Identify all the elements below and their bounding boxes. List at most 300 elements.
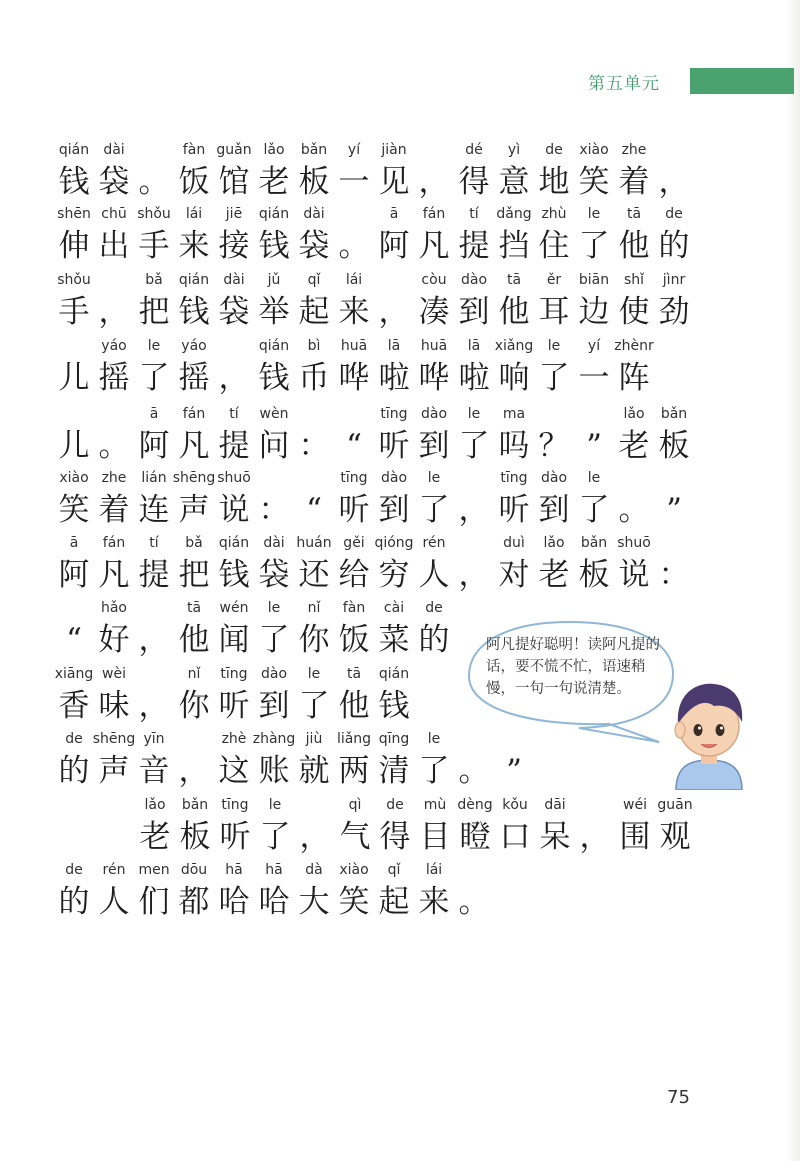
pinyin: bǎn (580, 535, 608, 551)
hanzi-character: 凡 (98, 557, 130, 593)
hanzi-character: 哗 (418, 360, 450, 396)
hanzi-character: “ (66, 622, 82, 658)
pinyin: lǎo (144, 797, 166, 813)
hanzi-character: 音 (138, 753, 170, 789)
hanzi-character: 说 (618, 557, 650, 593)
hanzi-character: 听 (338, 492, 370, 528)
pinyin: gěi (343, 535, 365, 551)
pinyin: tīng (220, 666, 248, 682)
pinyin: xiǎng (494, 338, 534, 354)
pinyin: tīng (380, 406, 408, 422)
hanzi-character: 了 (259, 819, 291, 855)
pinyin: wén (219, 600, 249, 616)
pinyin: huā (420, 338, 448, 354)
hanzi-character: 把 (138, 294, 170, 330)
hanzi-character: 。 (618, 492, 650, 528)
text-line (0, 206, 700, 272)
pinyin: lái (185, 206, 203, 222)
pinyin: yīn (143, 731, 165, 747)
hanzi-character: ， (178, 753, 210, 789)
pinyin: dào (540, 470, 568, 486)
page-edge (786, 0, 800, 1161)
pinyin: yí (587, 338, 601, 354)
pinyin: dài (263, 535, 285, 551)
pinyin: mù (423, 797, 447, 813)
pinyin: tā (346, 666, 362, 682)
pinyin: le (587, 470, 601, 486)
unit-label: 第五单元 (588, 74, 660, 94)
pinyin: bǎn (660, 406, 688, 422)
hanzi-character: 钱 (218, 557, 250, 593)
pinyin: le (587, 206, 601, 222)
text-line (0, 535, 700, 601)
hanzi-character: 账 (258, 753, 290, 789)
pinyin: qián (258, 338, 290, 354)
hanzi-character: 一 (338, 164, 370, 200)
hanzi-character: “ (306, 492, 322, 528)
pinyin: lǎo (623, 406, 645, 422)
hanzi-character: 住 (538, 228, 570, 264)
hanzi-character: 人 (418, 557, 450, 593)
hanzi-character: 阿 (58, 557, 90, 593)
hanzi-character: 围 (619, 819, 651, 855)
pinyin: dào (460, 272, 488, 288)
pinyin: wéi (623, 797, 647, 813)
pinyin: yáo (101, 338, 127, 354)
pinyin: de (65, 862, 83, 878)
speech-bubble-text: 阿凡提好聪明！读阿凡提的话，要不慌不忙，语速稍慢，一句一句说清楚。 (486, 637, 660, 697)
hanzi-character: ， (299, 819, 331, 855)
hanzi-character: 板 (179, 819, 211, 855)
hanzi-character: 的 (58, 884, 90, 920)
hanzi-character: 手 (58, 294, 90, 330)
pinyin: lǎo (543, 535, 565, 551)
hanzi-character: ” (506, 753, 522, 789)
hanzi-character: ？ (538, 428, 570, 464)
hanzi-character: 袋 (258, 557, 290, 593)
pinyin: yáo (181, 338, 207, 354)
pinyin: chū (101, 206, 127, 222)
hanzi-character: 饭 (338, 622, 370, 658)
hanzi-character: 目 (419, 819, 451, 855)
pinyin: dà (305, 862, 323, 878)
hanzi-character: 饭 (178, 164, 210, 200)
pinyin: lái (345, 272, 363, 288)
hanzi-character: 对 (498, 557, 530, 593)
hanzi-character: 。 (458, 884, 490, 920)
hanzi-character: 馆 (218, 164, 250, 200)
hanzi-character: 袋 (298, 228, 330, 264)
hanzi-character: 给 (338, 557, 370, 593)
pinyin: ā (389, 206, 399, 222)
hanzi-character: 的 (58, 753, 90, 789)
pinyin: fán (182, 406, 206, 422)
pinyin: qì (348, 797, 362, 813)
pinyin: le (427, 731, 441, 747)
hanzi-character: 钱 (178, 294, 210, 330)
pinyin: ma (502, 406, 526, 422)
hanzi-character: 币 (298, 360, 330, 396)
hanzi-character: ” (666, 492, 682, 528)
pinyin: lǎo (263, 142, 285, 158)
hanzi-character: 的 (418, 622, 450, 658)
pinyin: hā (265, 862, 283, 878)
hanzi-character: 了 (418, 492, 450, 528)
hanzi-character: 菜 (378, 622, 410, 658)
hanzi-character: 来 (418, 884, 450, 920)
pinyin: qián (258, 206, 290, 222)
pinyin: qǐ (307, 272, 321, 288)
hanzi-character: 。 (458, 753, 490, 789)
hanzi-character: 钱 (258, 360, 290, 396)
pinyin: zhàng (252, 731, 296, 747)
pinyin: jìnr (662, 272, 686, 288)
pinyin: lā (467, 338, 481, 354)
hanzi-character: 钱 (258, 228, 290, 264)
pinyin: shēng (92, 731, 136, 747)
pinyin: nǐ (187, 666, 201, 682)
pinyin: le (427, 470, 441, 486)
hanzi-character: 老 (139, 819, 171, 855)
page-number: 75 (667, 1087, 690, 1108)
hanzi-character: 味 (98, 688, 130, 724)
hanzi-character: 清 (378, 753, 410, 789)
pinyin: xiāng (54, 666, 94, 682)
hanzi-character: 意 (498, 164, 530, 200)
hanzi-character: 香 (58, 688, 90, 724)
hanzi-character: 了 (578, 492, 610, 528)
hanzi-character: 耳 (538, 294, 570, 330)
hanzi-character: 举 (258, 294, 290, 330)
hanzi-character: 啦 (378, 360, 410, 396)
hanzi-character: 摇 (178, 360, 210, 396)
pinyin: jiù (305, 731, 323, 747)
hanzi-character: 地 (538, 164, 570, 200)
hanzi-character: 凑 (418, 294, 450, 330)
text-line (0, 338, 700, 404)
pinyin: de (425, 600, 443, 616)
pinyin: zhè (221, 731, 247, 747)
hanzi-character: 还 (298, 557, 330, 593)
hanzi-character: ， (458, 557, 490, 593)
pinyin: dài (103, 142, 125, 158)
text-line (0, 272, 700, 338)
pinyin: cài (383, 600, 405, 616)
hanzi-character: 哈 (258, 884, 290, 920)
hanzi-character: 他 (178, 622, 210, 658)
hanzi-character: 伸 (58, 228, 90, 264)
hanzi-character: 到 (378, 492, 410, 528)
pinyin: tí (229, 406, 239, 422)
pinyin: le (147, 338, 161, 354)
pinyin: tā (626, 206, 642, 222)
hanzi-character: 声 (178, 492, 210, 528)
pinyin: dōu (180, 862, 208, 878)
hanzi-character: 提 (458, 228, 490, 264)
hanzi-character: 使 (618, 294, 650, 330)
hanzi-character: 袋 (218, 294, 250, 330)
hanzi-character: 气 (339, 819, 371, 855)
hanzi-character: 听 (218, 688, 250, 724)
pinyin: shēng (172, 470, 216, 486)
pinyin: fán (422, 206, 446, 222)
pinyin: qián (178, 272, 210, 288)
pinyin: men (138, 862, 170, 878)
hanzi-character: 笑 (578, 164, 610, 200)
hanzi-character: “ (346, 428, 362, 464)
hanzi-character: 阵 (618, 360, 650, 396)
pinyin: xiào (579, 142, 609, 158)
hanzi-character: 袋 (98, 164, 130, 200)
hanzi-character: 了 (298, 688, 330, 724)
pinyin: jǔ (267, 272, 281, 288)
hanzi-character: 来 (178, 228, 210, 264)
hanzi-character: 。 (338, 228, 370, 264)
hanzi-character: 人 (98, 884, 130, 920)
pinyin: kǒu (502, 797, 528, 813)
pinyin: tí (469, 206, 479, 222)
hanzi-character: 听 (219, 819, 251, 855)
hanzi-character: 老 (258, 164, 290, 200)
hanzi-character: 凡 (178, 428, 210, 464)
pinyin: bǎn (300, 142, 328, 158)
boy-character-icon (668, 672, 750, 790)
pinyin: shǒu (137, 206, 171, 222)
hanzi-character: 钱 (58, 164, 90, 200)
pinyin: duì (503, 535, 525, 551)
hanzi-character: 哗 (338, 360, 370, 396)
hanzi-character: 听 (378, 428, 410, 464)
hanzi-character: 来 (338, 294, 370, 330)
pinyin: ā (149, 406, 159, 422)
text-line (0, 406, 700, 472)
pinyin: yì (507, 142, 521, 158)
hanzi-character: 连 (138, 492, 170, 528)
hanzi-character: 们 (138, 884, 170, 920)
hanzi-character: 他 (618, 228, 650, 264)
pinyin: dào (420, 406, 448, 422)
pinyin: dào (260, 666, 288, 682)
hanzi-character: 得 (379, 819, 411, 855)
hanzi-character: 一 (578, 360, 610, 396)
pinyin: huán (296, 535, 332, 551)
hanzi-character: 穷 (378, 557, 410, 593)
hanzi-character: ， (458, 492, 490, 528)
text-line (0, 797, 700, 863)
text-line (0, 142, 700, 208)
hanzi-character: ： (658, 557, 690, 593)
pinyin: tīng (500, 470, 528, 486)
hanzi-character: 啦 (458, 360, 490, 396)
hanzi-character: 钱 (378, 688, 410, 724)
hanzi-character: 的 (658, 228, 690, 264)
hanzi-character: ， (98, 294, 130, 330)
hanzi-character: 到 (538, 492, 570, 528)
hanzi-character: ” (586, 428, 602, 464)
pinyin: dāi (544, 797, 566, 813)
hanzi-character: 到 (258, 688, 290, 724)
hanzi-character: 瞪 (459, 819, 491, 855)
pinyin: le (268, 797, 282, 813)
hanzi-character: 闻 (218, 622, 250, 658)
hanzi-character: 板 (298, 164, 330, 200)
pinyin: qīng (378, 731, 410, 747)
pinyin: shuō (217, 470, 251, 486)
hanzi-character: 接 (218, 228, 250, 264)
hanzi-character: 着 (618, 164, 650, 200)
hanzi-character: 出 (98, 228, 130, 264)
pinyin: le (307, 666, 321, 682)
pinyin: tīng (221, 797, 249, 813)
hanzi-character: 吗 (498, 428, 530, 464)
hanzi-character: 响 (498, 360, 530, 396)
pinyin: zhe (621, 142, 647, 158)
pinyin: tā (186, 600, 202, 616)
pinyin: zhe (101, 470, 127, 486)
pinyin: lián (141, 470, 167, 486)
pinyin: biān (578, 272, 610, 288)
pinyin: qián (58, 142, 90, 158)
hanzi-character: 就 (298, 753, 330, 789)
hanzi-character: 把 (178, 557, 210, 593)
pinyin: tīng (340, 470, 368, 486)
hanzi-character: 老 (618, 428, 650, 464)
hanzi-character: 了 (258, 622, 290, 658)
pinyin: guǎn (216, 142, 252, 158)
hanzi-character: 声 (98, 753, 130, 789)
hanzi-character: 他 (338, 688, 370, 724)
pinyin: bǎ (185, 535, 203, 551)
unit-color-bar (690, 68, 794, 94)
pinyin: zhù (541, 206, 567, 222)
pinyin: zhènr (614, 338, 654, 354)
pinyin: shǐ (623, 272, 645, 288)
pinyin: qǐ (387, 862, 401, 878)
hanzi-character: 。 (98, 428, 130, 464)
hanzi-character: 笑 (338, 884, 370, 920)
pinyin: lā (387, 338, 401, 354)
hanzi-character: 口 (499, 819, 531, 855)
pinyin: jiàn (381, 142, 407, 158)
pinyin: shuō (617, 535, 651, 551)
pinyin: yí (347, 142, 361, 158)
hanzi-character: 凡 (418, 228, 450, 264)
hanzi-character: 听 (498, 492, 530, 528)
hanzi-character: 两 (338, 753, 370, 789)
hanzi-character: 好 (98, 622, 130, 658)
hanzi-character: 着 (98, 492, 130, 528)
hanzi-character: 这 (218, 753, 250, 789)
pinyin: dǎng (496, 206, 532, 222)
pinyin: shǒu (57, 272, 91, 288)
pinyin: rén (102, 862, 126, 878)
hanzi-character: 了 (418, 753, 450, 789)
pinyin: qián (218, 535, 250, 551)
pinyin: huā (340, 338, 368, 354)
hanzi-character: ， (138, 622, 170, 658)
hanzi-character: 起 (378, 884, 410, 920)
pinyin: ěr (546, 272, 562, 288)
hanzi-character: ： (298, 428, 330, 464)
pinyin: nǐ (307, 600, 321, 616)
hanzi-character: 板 (658, 428, 690, 464)
pinyin: hā (225, 862, 243, 878)
pinyin: xiào (59, 470, 89, 486)
pinyin: xiào (339, 862, 369, 878)
hanzi-character: 边 (578, 294, 610, 330)
hanzi-character: 摇 (98, 360, 130, 396)
hanzi-character: 笑 (58, 492, 90, 528)
hanzi-character: 老 (538, 557, 570, 593)
text-line (0, 470, 700, 536)
pinyin: dé (465, 142, 483, 158)
hanzi-character: ， (579, 819, 611, 855)
hanzi-character: 哈 (218, 884, 250, 920)
hanzi-character: 提 (138, 557, 170, 593)
hanzi-character: 都 (178, 884, 210, 920)
pinyin: liǎng (336, 731, 372, 747)
hanzi-character: 阿 (378, 228, 410, 264)
pinyin: lái (425, 862, 443, 878)
hanzi-character: 挡 (498, 228, 530, 264)
hanzi-character: ， (218, 360, 250, 396)
hanzi-character: 了 (538, 360, 570, 396)
pinyin: qióng (374, 535, 414, 551)
pinyin: bì (307, 338, 321, 354)
hanzi-character: 你 (298, 622, 330, 658)
hanzi-character: ： (258, 492, 290, 528)
hanzi-character: 呆 (539, 819, 571, 855)
pinyin: tí (149, 535, 159, 551)
pinyin: de (65, 731, 83, 747)
pinyin: dào (380, 470, 408, 486)
hanzi-character: 问 (258, 428, 290, 464)
pinyin: qián (378, 666, 410, 682)
hanzi-character: 你 (178, 688, 210, 724)
hanzi-character: 到 (418, 428, 450, 464)
hanzi-character: ， (378, 294, 410, 330)
text-line (0, 862, 700, 928)
pinyin: fàn (182, 142, 206, 158)
pinyin: wèi (102, 666, 126, 682)
pinyin: jiē (225, 206, 243, 222)
pinyin: de (665, 206, 683, 222)
pinyin: tā (506, 272, 522, 288)
pinyin: de (386, 797, 404, 813)
hanzi-character: 了 (578, 228, 610, 264)
hanzi-character: 得 (458, 164, 490, 200)
pinyin: bǎn (181, 797, 209, 813)
hanzi-character: 。 (138, 164, 170, 200)
hanzi-character: 他 (498, 294, 530, 330)
hanzi-character: 手 (138, 228, 170, 264)
hanzi-character: ， (138, 688, 170, 724)
hanzi-character: 板 (578, 557, 610, 593)
hanzi-character: 了 (138, 360, 170, 396)
hanzi-character: 儿 (58, 360, 90, 396)
hanzi-character: 了 (458, 428, 490, 464)
hanzi-character: 阿 (138, 428, 170, 464)
hanzi-character: ， (418, 164, 450, 200)
pinyin: le (547, 338, 561, 354)
pinyin: bǎ (145, 272, 163, 288)
hanzi-character: 儿 (58, 428, 90, 464)
pinyin: fán (102, 535, 126, 551)
pinyin: le (267, 600, 281, 616)
hanzi-character: 起 (298, 294, 330, 330)
hanzi-character: 见 (378, 164, 410, 200)
pinyin: le (467, 406, 481, 422)
